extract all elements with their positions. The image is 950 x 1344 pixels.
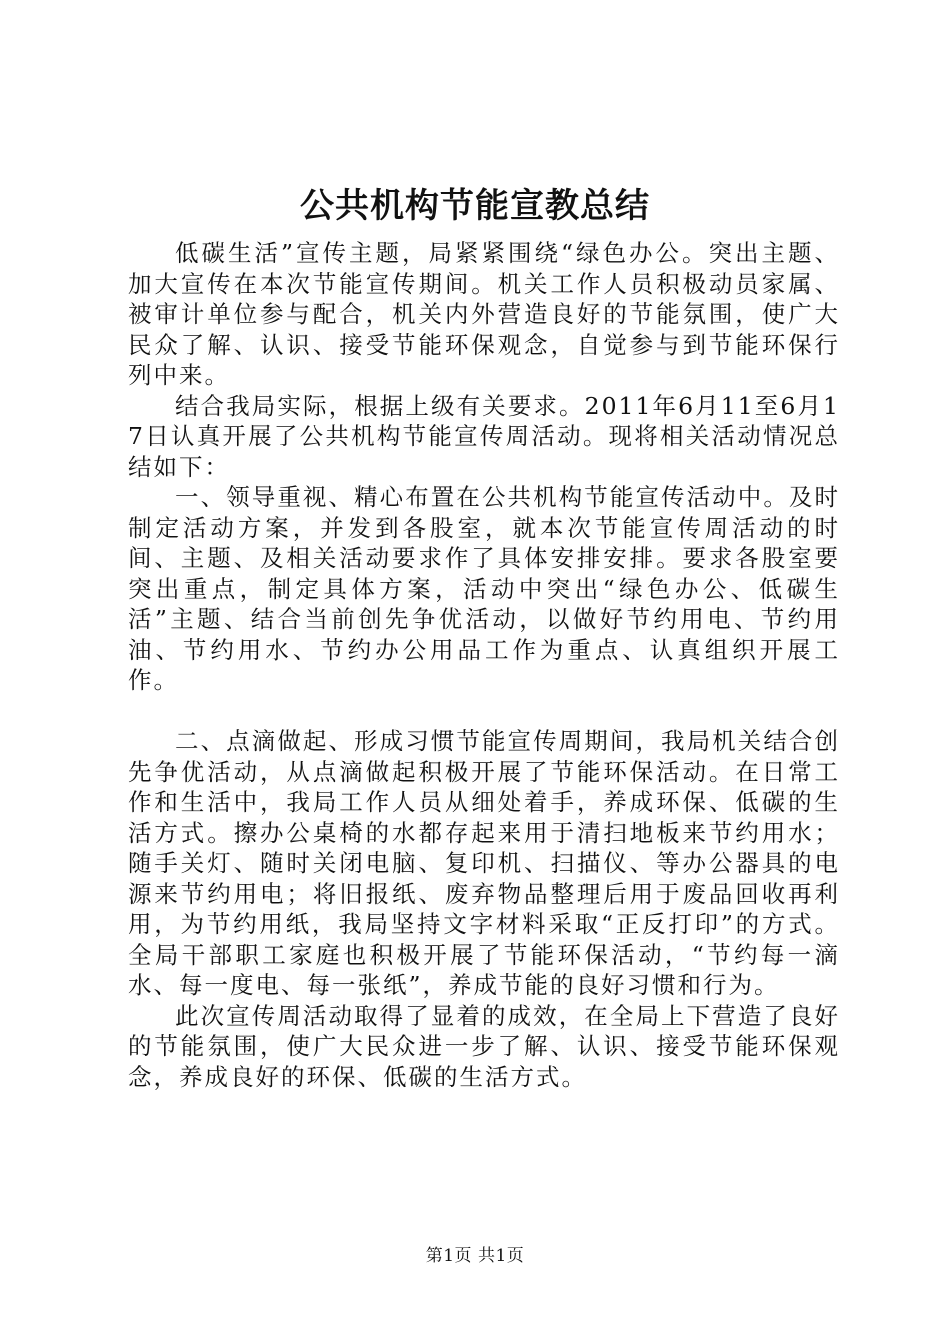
paragraph-section-one: 一、领导重视、精心布置在公共机构节能宣传活动中。及时制定活动方案，并发到各股室，就本次节能宣传周活动的时间、主题、及相关活动要求作了具体安排安排。要求各股室要突出重点，制定具体方案，活动中突出“绿色办公、低碳生活”主题、结合当前创先争优活动，以做好节约用电、节约用油、节约用水、节约办公用品工作为重点、认真组织开展工作。 [128,483,840,694]
document-body [128,238,840,1092]
paragraph-conclusion: 此次宣传周活动取得了显着的成效，在全局上下营造了良好的节能氛围，使广大民众进一步了解、认识、接受节能环保观念，养成良好的环保、低碳的生活方式。 [128,1001,840,1091]
paragraph-intro: 低碳生活”宣传主题，局紧紧围绕“绿色办公。突出主题、加大宣传在本次节能宣传期间。机关工作人员积极动员家属、被审计单位参与配合，机关内外营造良好的节能氛围，使广大民众了解、认识、接受节能环保观念，自觉参与到节能环保行列中来。 [128,239,840,389]
page-footer: 第1页 共1页 [425,1246,525,1266]
paragraph-section-two: 二、点滴做起、形成习惯节能宣传周期间，我局机关结合创先争优活动，从点滴做起积极开展了节能环保活动。在日常工作和生活中，我局工作人员从细处着手，养成环保、低碳的生活方式。擦办公桌椅的水都存起来用于清扫地板来节约用水；随手关灯、随时关闭电脑、复印机、扫描仪、等办公器具的电源来节约用电；将旧报纸、废弃物品整理后用于废品回收再利用，为节约用纸，我局坚持文字材料采取“正反打印”的方式。全局干部职工家庭也积极开展了节能环保活动，“节约每一滴水、每一度电、每一张纸”，养成节能的良好习惯和行为。 [128,727,840,999]
paragraph-background: 结合我局实际，根据上级有关要求。2011年6月11至6月17日认真开展了公共机构节能宣传周活动。现将相关活动情况总结如下： [128,391,840,481]
document-title: 公共机构节能宣教总结 [300,186,650,226]
